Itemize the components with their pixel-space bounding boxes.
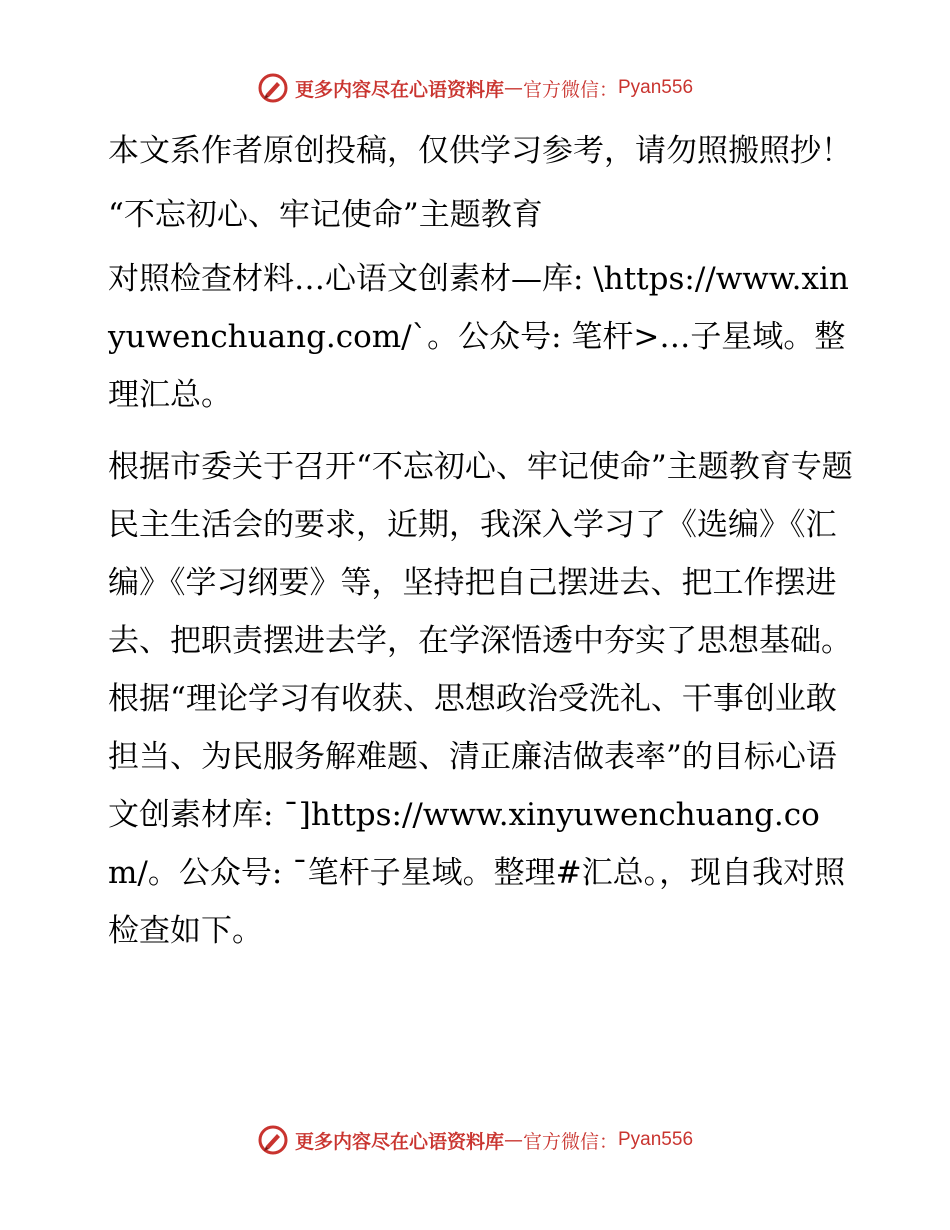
pen-logo-icon (257, 1124, 289, 1156)
banner-dash: — (503, 1129, 523, 1151)
document-title: “不忘初心、牢记使命”主题教育 (108, 197, 543, 233)
footer-watermark-banner (0, 1124, 950, 1156)
banner-main-text: 更多内容尽在心语资料库 (294, 78, 504, 101)
document-subtitle: 对照检查材料…心语文创素材—库: \https://www.xinyuwenchuang.com/`。公众号: 笔杆>…子星域。整理汇总。 (108, 261, 849, 413)
body-paragraph: 根据市委关于召开“不忘初心、牢记使命”主题教育专题民主生活会的要求，近期，我深入学习了《选编》《汇编》《学习纲要》等，坚持把自己摆进去、把工作摆进去、把职责摆进去学，在学深悟透中夯实了思想基础。根据“理论学习有收获、思想政治受洗礼、干事创业敢担当、为民服务解难题、清正廉洁做表率”的目标心语文创素材库: ¯]https://www.xinyuwenchuang.com/。公众号: ¯笔杆子星域。整理#汇总。，现自我对照检查如下。 (108, 449, 853, 949)
banner-wechat-handle: Pyan556 (618, 1129, 694, 1150)
banner-main-text: 更多内容尽在心语资料库 (294, 1130, 504, 1153)
banner-wechat-label: 官方微信： (522, 1130, 618, 1153)
document-body (98, 122, 858, 960)
pen-logo-icon (257, 72, 289, 104)
banner-wechat-label: 官方微信： (522, 78, 618, 101)
banner-wechat-handle: Pyan556 (618, 77, 694, 98)
header-watermark-banner (0, 72, 950, 104)
banner-dash: — (503, 77, 523, 99)
notice-paragraph: 本文系作者原创投稿，仅供学习参考，请勿照搬照抄！ (108, 133, 852, 169)
